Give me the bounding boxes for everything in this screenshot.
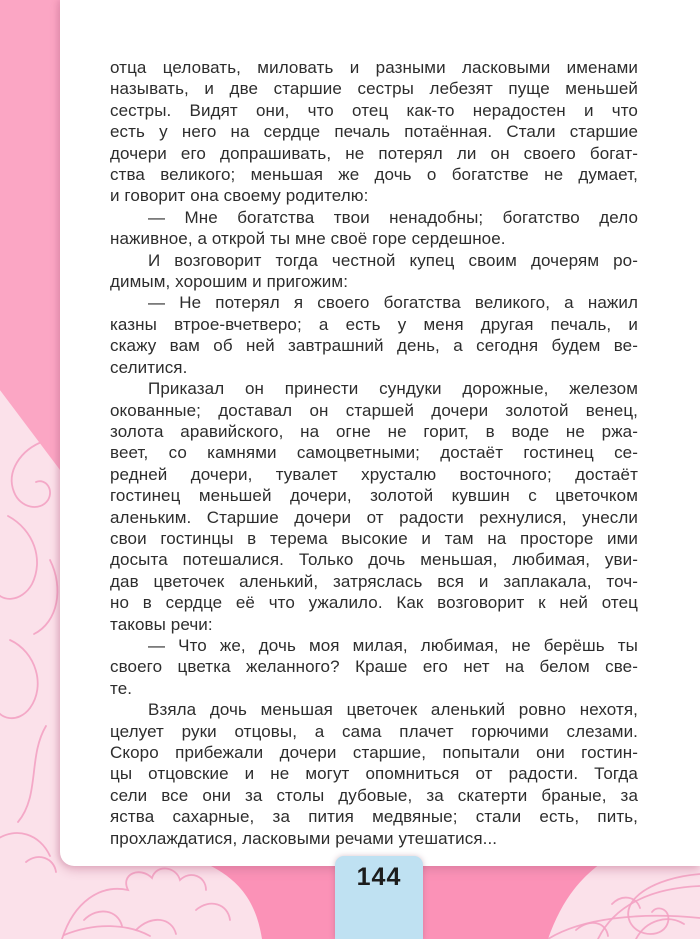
text-line: — Не потерял я своего богатства великого, а нажил — [148, 293, 638, 313]
text-line: окованные; доставал он старшей дочери золотой венец, — [110, 400, 638, 420]
text-line: яства сахарные, за пития медвяные; стали есть, пить, — [110, 807, 638, 827]
page-number: 144 — [356, 863, 402, 891]
text-line: свои гостинцы в терема высокие и там на просторе ими — [110, 528, 638, 548]
text-line: редней дочери, тувалет хрусталю восточного; достаёт — [110, 464, 638, 484]
text-line: наживное, а открой ты мне своё горе сердешное. — [110, 229, 506, 249]
text-line: скажу вам об ней завтрашний день, а сегодня будем ве- — [110, 336, 638, 356]
text-line: своего цветка желанного? Краше его нет на белом све- — [110, 657, 638, 677]
text-line: и говорит она своему родителю: — [110, 186, 369, 206]
text-line: дав цветочек аленький, затряслась вся и заплакала, точ- — [110, 571, 638, 591]
text-line: Взяла дочь меньшая цветочек аленький ровно нехотя, — [148, 700, 638, 720]
text-line: И возговорит тогда честной купец своим дочерям ро- — [148, 250, 638, 270]
text-line: аленьким. Старшие дочери от радости рехнулися, унесли — [110, 507, 638, 527]
text-line: Скоро прибежали дочери старшие, попытали они гостин- — [110, 743, 638, 762]
paper-sheet — [60, 0, 700, 866]
text-line: дочери его допрашивать, не потерял ли он своего богат- — [110, 143, 638, 163]
text-line: казны втрое-вчетверо; а есть у меня другая печаль, и — [110, 314, 638, 334]
story-text — [110, 57, 638, 849]
paragraph — [110, 57, 638, 207]
text-line: ства великого; меньшая же дочь о богатстве не думает, — [110, 165, 638, 185]
text-line: называть, и две старшие сестры лебезят пуще меньшей — [110, 79, 638, 99]
text-line: отца целовать, миловать и разными ласковыми именами — [110, 58, 638, 77]
paragraph — [110, 207, 638, 250]
paragraph — [110, 292, 638, 378]
text-line: сестры. Видят они, что отец как-то нерадостен и что — [110, 100, 638, 120]
text-line: золота аравийского, на огне не горит, в воде не ржа- — [110, 421, 638, 441]
text-line: но в сердце её что ужалило. Как возговорит к ней отец — [110, 593, 638, 613]
text-line: цы отцовские и не могут опомниться от радости. Тогда — [110, 764, 638, 784]
paragraph — [110, 699, 638, 849]
text-line: есть у него на сердце печаль потаённая. Стали старшие — [110, 122, 638, 142]
text-line: те. — [110, 678, 133, 698]
text-line: целует руки отцовы, а сама плачет горючими слезами. — [110, 721, 638, 741]
text-line: Приказал он принести сундуки дорожные, железом — [148, 379, 638, 399]
text-line: таковы речи: — [110, 614, 213, 634]
text-line: — Мне богатства твои ненадобны; богатство дело — [148, 207, 638, 227]
text-line: селитися. — [110, 357, 188, 377]
text-line: прохлаждатися, ласковыми речами утешатися... — [110, 828, 498, 848]
text-line: — Что же, дочь моя милая, любимая, не берёшь ты — [148, 635, 638, 655]
text-line: досыта потешалися. Только дочь меньшая, любимая, уви- — [110, 550, 638, 570]
paragraph — [110, 378, 638, 635]
text-line: сели все они за столы дубовые, за скатерти браные, за — [110, 785, 638, 805]
paragraph — [110, 635, 638, 699]
text-line: веет, со камнями самоцветными; достаёт гостинец се- — [110, 443, 638, 463]
paragraph — [110, 250, 638, 293]
text-line: димым, хорошим и пригожим: — [110, 272, 349, 292]
text-line: гостинец меньшей дочери, золотой кувшин с цветочком — [110, 486, 638, 506]
page-number-badge — [335, 856, 423, 939]
